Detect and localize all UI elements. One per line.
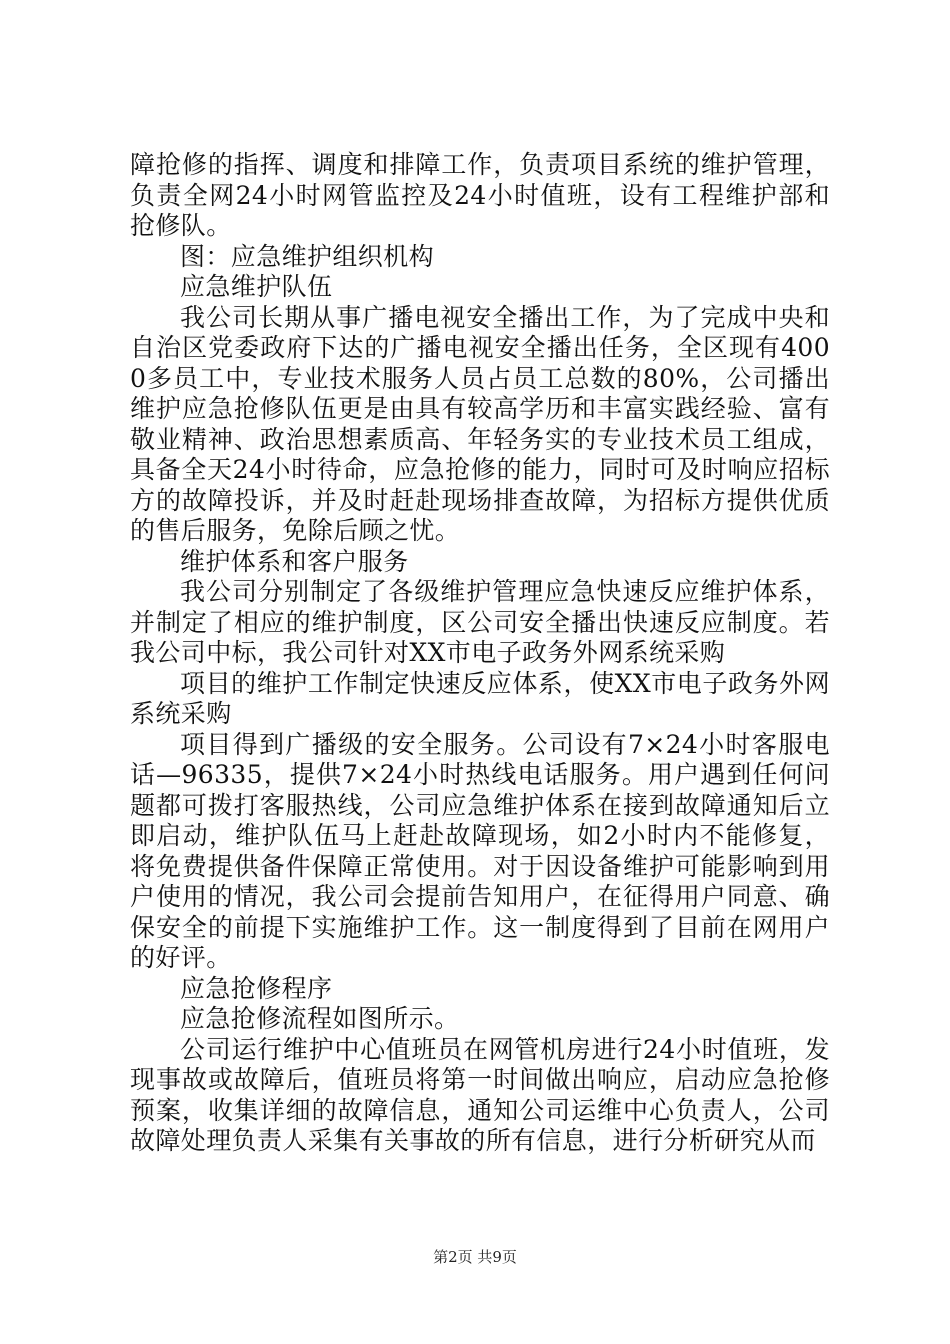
paragraph-1: 障抢修的指挥、调度和排障工作，负责项目系统的维护管理，负责全网24小时网管监控及24小时值班，设有工程维护部和抢修队。 — [130, 150, 830, 240]
paragraph-team-description: 我公司长期从事广播电视安全播出工作，为了完成中央和自治区党委政府下达的广播电视安全播出任务，全区现有4000多员工中，专业技术服务人员占员工总数的80%，公司播出维护应急抢修队伍更是由具有较高学历和丰富实践经验、富有敬业精神、政治思想素质高、年轻务实的专业技术员工组成，具备全天24小时待命，应急抢修的能力，同时可及时响应招标方的故障投诉，并及时赶赴现场排查故障，为招标方提供优质的售后服务，免除后顾之忧。 — [130, 302, 830, 545]
section-heading-maintenance-system: 维护体系和客户服务 — [180, 546, 409, 576]
figure-caption: 图：应急维护组织机构 — [180, 241, 435, 271]
section-heading-emergency-team: 应急维护队伍 — [180, 272, 333, 301]
page-footer: 第2页 共9页 — [433, 1248, 517, 1266]
document-body — [130, 150, 830, 1157]
paragraph-repair-flow: 应急抢修流程如图所示。 — [180, 1004, 460, 1033]
section-heading-repair-procedure: 应急抢修程序 — [180, 973, 333, 1003]
paragraph-maintenance-system: 我公司分别制定了各级维护管理应急快速反应维护体系，并制定了相应的维护制度，区公司安全播出快速反应制度。若我公司中标，我公司针对XX市电子政务外网系统采购 — [130, 577, 830, 667]
paragraph-duty-process: 公司运行维护中心值班员在网管机房进行24小时值班，发现事故或故障后，值班员将第一时间做出响应，启动应急抢修预案，收集详细的故障信息，通知公司运维中心负责人，公司故障处理负责人采集有关事故的所有信息，进行分析研究从而 — [130, 1034, 830, 1155]
paragraph-customer-service: 项目得到广播级的安全服务。公司设有7×24小时客服电话—96335，提供7×24小时热线电话服务。用户遇到任何问题都可拨打客服热线，公司应急维护体系在接到故障通知后立即启动，维护队伍马上赶赴故障现场，如2小时内不能修复，将免费提供备件保障正常使用。对于因设备维护可能影响到用户使用的情况，我公司会提前告知用户，在征得用户同意、确保安全的前提下实施维护工作。这一制度得到了目前在网用户的好评。 — [130, 729, 830, 972]
paragraph-rapid-response: 项目的维护工作制定快速反应体系，使XX市电子政务外网系统采购 — [130, 668, 830, 728]
